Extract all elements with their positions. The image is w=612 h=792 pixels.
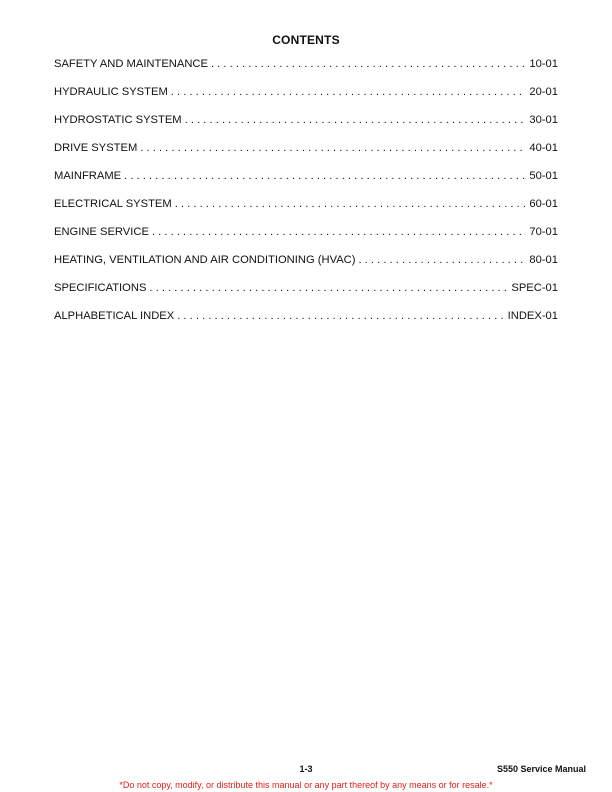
dot-leader (358, 254, 526, 266)
toc-entry-hydrostatic-system[interactable] (54, 114, 558, 142)
dot-leader (185, 114, 527, 126)
toc-entry-title: HYDRAULIC SYSTEM (54, 86, 168, 98)
dot-leader (152, 226, 526, 238)
toc-entry-page: 80-01 (529, 254, 558, 266)
toc-entry-page: SPEC-01 (511, 282, 558, 294)
toc-entry-engine-service[interactable] (54, 226, 558, 254)
toc-entry-title: HEATING, VENTILATION AND AIR CONDITIONING (HVAC) (54, 254, 356, 266)
dot-leader (140, 142, 526, 154)
toc-entry-alphabetical-index[interactable] (54, 310, 558, 338)
footer-page-number: 1-3 (299, 764, 313, 774)
dot-leader (175, 198, 527, 210)
toc-entry-page: 60-01 (529, 198, 558, 210)
toc-entry-page: 40-01 (529, 142, 558, 154)
toc-entry-title: ELECTRICAL SYSTEM (54, 198, 172, 210)
toc-entry-specifications[interactable] (54, 282, 558, 310)
toc-entry-safety-and-maintenance[interactable] (54, 58, 558, 86)
toc-entry-drive-system[interactable] (54, 142, 558, 170)
toc-entry-title: MAINFRAME (54, 170, 122, 182)
page-title: CONTENTS (272, 33, 340, 47)
toc-entry-page: 30-01 (529, 114, 558, 126)
dot-leader (149, 282, 508, 294)
dot-leader (171, 86, 527, 98)
toc-entry-mainframe[interactable] (54, 170, 558, 198)
toc-entry-hydraulic-system[interactable] (54, 86, 558, 114)
dot-leader (177, 310, 504, 322)
toc-entry-page: 50-01 (529, 170, 558, 182)
toc-entry-title: HYDROSTATIC SYSTEM (54, 114, 182, 126)
toc-entry-title: SPECIFICATIONS (54, 282, 147, 294)
table-of-contents (54, 58, 558, 338)
toc-entry-hvac[interactable] (54, 254, 558, 282)
toc-entry-title: ALPHABETICAL INDEX (54, 310, 175, 322)
toc-entry-page: INDEX-01 (507, 310, 558, 322)
dot-leader (124, 170, 526, 182)
toc-entry-page: 20-01 (529, 86, 558, 98)
toc-entry-title: DRIVE SYSTEM (54, 142, 138, 154)
toc-entry-page: 70-01 (529, 226, 558, 238)
toc-entry-electrical-system[interactable] (54, 198, 558, 226)
toc-entry-page: 10-01 (529, 58, 558, 70)
toc-entry-title: ENGINE SERVICE (54, 226, 149, 238)
copyright-notice: *Do not copy, modify, or distribute this manual or any part thereof by any means or for resale.* (119, 780, 493, 790)
toc-entry-title: SAFETY AND MAINTENANCE (54, 58, 208, 70)
dot-leader (211, 58, 526, 70)
footer-manual-name: S550 Service Manual (496, 764, 586, 774)
